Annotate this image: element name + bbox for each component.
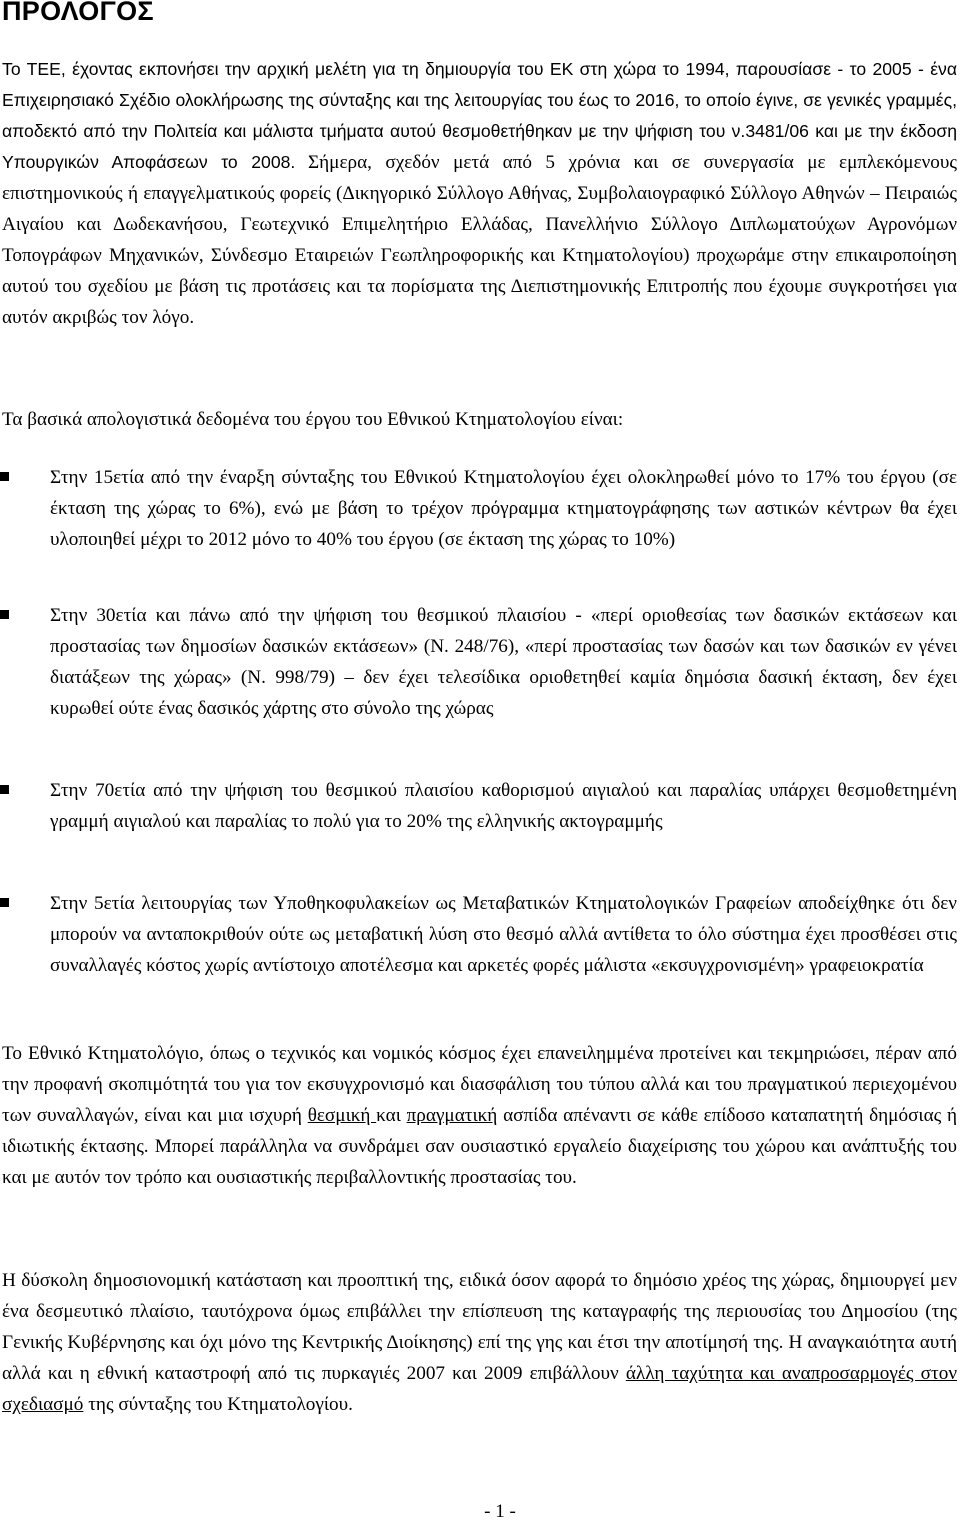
body-paragraph-fiscal (2, 1265, 957, 1420)
page-number: - 1 - (484, 1501, 516, 1522)
list-item-text: Στην 5ετία λειτουργίας των Υποθηκοφυλακείων ως Μεταβατικών Κτηματολογικών Γραφείων αποδείχθηκε ότι δεν μπορούν να ανταποκριθούν ούτε ως μεταβατική λύση στο θεσμό αλλά αντίθετα το όλο σύστημα έχει προσθέσει στις συναλλαγές κόστος χωρίς αντίστοιχο αποτέλεσμα και αρκετές φορές μάλιστα «εκσυγχρονισμένη» γραφειοκρατία (50, 893, 957, 976)
underlined-institutional: θεσμική (307, 1105, 377, 1126)
square-bullet-icon (0, 610, 10, 620)
body-paragraph-cadastre (2, 1038, 957, 1193)
intro-sans-text: Το ΤΕΕ, έχοντας εκπονήσει την αρχική μελέτη για τη δημιουργία του ΕΚ στη χώρα το 1994, παρουσίασε - το 2005 - ένα Επιχειρησιακό Σχέδιο ολοκλήρωσης της σύνταξης και της λειτουργίας του έως το 2016, το οποίο έγινε, σε γενικές γραμμές, αποδεκτό από την Πολιτεία και μάλιστα τμήματα αυτού θεσμοθετήθηκαν με την ψήφιση του ν.3481/06 και με την έκδοση Υπουργικών Αποφάσεων το 2008. (2, 59, 957, 172)
para2-text-b: και (376, 1105, 407, 1126)
para2-text-c: ασπίδα απέναντι σε κάθε επίδοσο καταπατητή δημόσιας ή ιδιωτικής έκτασης. Μπορεί παράλληλα να συνδράμει σαν ουσιαστικό εργαλείο διαχείρισης του χώρου και ανάπτυξής του και με αυτόν τον τρόπο και ουσιαστικής περιβαλλοντικής προστασίας του. (2, 1105, 957, 1188)
underlined-speed: άλλη ταχύτητα και αναπροσαρμογές στον σχεδιασμό (2, 1363, 957, 1415)
para3-text-a: Η δύσκολη δημοσιονομική κατάσταση και προοπτική της, ειδικά όσον αφορά το δημόσιο χρέος της χώρας, δημιουργεί μεν ένα δεσμευτικό πλαίσιο, ταυτόχρονα όμως επιβάλλει την επίσπευση της καταγραφής της περιουσίας του Δημοσίου (της Γενικής Κυβέρνησης και όχι μόνο της Κεντρικής Διοίκησης) επί της γης και έτσι την αποτίμησή της. Η αναγκαιότητα αυτή αλλά και η εθνική καταστροφή από τις πυρκαγιές 2007 και 2009 επιβάλλουν (2, 1270, 957, 1384)
para3-text-b: της σύνταξης του Κτηματολογίου. (83, 1394, 353, 1415)
list-item-text: Στην 15ετία από την έναρξη σύνταξης του Εθνικού Κτηματολογίου έχει ολοκληρωθεί μόνο το 17% του έργου (σε έκταση της χώρας το 6%), ενώ με βάση το τρέχον πρόγραμμα κτηματογράφησης των αστικών κέντρων θα έχει υλοποιηθεί μέχρι το 2012 μόνο το 40% του έργου (σε έκταση της χώρας το 10%) (50, 467, 957, 550)
lead-sentence: Τα βασικά απολογιστικά δεδομένα του έργου του Εθνικού Κτηματολογίου είναι: (2, 409, 624, 430)
para2-text-a: Το Εθνικό Κτηματολόγιο, όπως ο τεχνικός και νομικός κόσμος έχει επανειλημμένα προτείνει και τεκμηριώσει, πέραν από την προφανή σκοπιμότητά του για τον εκσυγχρονισμό και διασφάλιση του τύπου αλλά και του πραγματικού περιεχομένου των συναλλαγών, είναι και μια ισχυρή (2, 1043, 957, 1126)
page-title: ΠΡΟΛΟΓΟΣ (2, 0, 154, 26)
square-bullet-icon (0, 898, 10, 908)
list-item-text: Στην 30ετία και πάνω από την ψήφιση του θεσμικού πλαισίου - «περί οριοθεσίας των δασικών εκτάσεων και προστασίας των δημοσίων δασικών εκτάσεων» (Ν. 248/76), «περί προστασίας των δασών και των δασικών εν γένει διατάξεων της χώρας» (Ν. 998/79) – δεν έχει τελεσίδικα οριοθετηθεί καμία δημόσια δασική έκταση, δεν έχει κυρωθεί ούτε ένας δασικός χάρτης στο σύνολο της χώρας (50, 605, 957, 719)
square-bullet-icon (0, 785, 10, 795)
list-item-text: Στην 70ετία από την ψήφιση του θεσμικού πλαισίου καθορισμού αιγιαλού και παραλίας υπάρχει θεσμοθετημένη γραμμή αιγιαλού και παραλίας το πολύ για το 20% της ελληνικής ακτογραμμής (50, 780, 957, 832)
underlined-real: πραγματική (406, 1105, 498, 1126)
intro-serif-text: Σήμερα, σχεδόν μετά από 5 χρόνια και σε συνεργασία με εμπλεκόμενους επιστημονικούς ή επαγγελματικούς φορείς (Δικηγορικό Σύλλογο Αθήνας, Συμβολαιογραφικό Σύλλογο Αθηνών – Πειραιώς Αιγαίου και Δωδεκανήσου, Γεωτεχνικό Επιμελητήριο Ελλάδας, Πανελλήνιο Σύλλογο Διπλωματούχων Αγρονόμων Τοπογράφων Μηχανικών, Σύνδεσμο Εταιρειών Γεωπληροφορικής και Κτηματολογίου) προχωράμε στην επικαιροποίηση αυτού του σχεδίου με βάση τις προτάσεις και τα πορίσματα της Διεπιστημονικής Επιτροπής που έχουμε συγκροτήσει για αυτόν ακριβώς τον λόγο. (2, 152, 957, 328)
intro-paragraph (2, 54, 957, 333)
square-bullet-icon (0, 472, 10, 482)
